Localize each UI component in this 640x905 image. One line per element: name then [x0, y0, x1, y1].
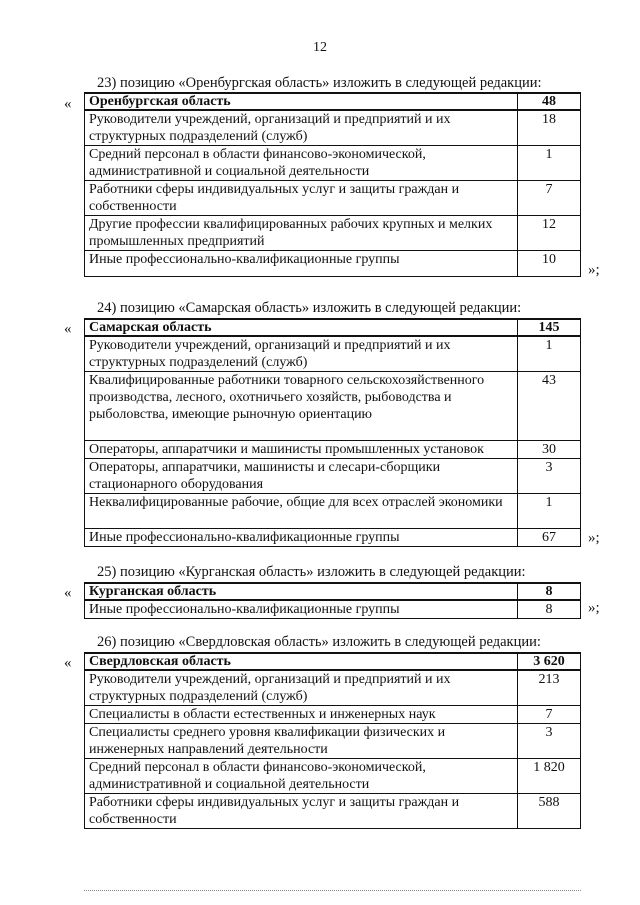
page-bottom-divider	[84, 890, 581, 891]
row-value: 12	[518, 216, 581, 251]
region-name: Курганская область	[85, 583, 518, 600]
region-name: Оренбургская область	[85, 93, 518, 110]
table-header-row	[85, 583, 581, 600]
row-label: Другие профессии квалифицированных рабочих крупных и мелких промышленных предприятий	[85, 216, 518, 251]
row-value: 8	[518, 600, 581, 619]
table-row	[85, 441, 581, 459]
open-quote: «	[64, 655, 72, 671]
row-value: 588	[518, 794, 581, 829]
table-header-row	[85, 653, 581, 670]
section-heading: 23) позицию «Оренбургская область» изложить в следующей редакции:	[97, 75, 542, 91]
table-row	[85, 494, 581, 529]
region-table	[84, 582, 581, 619]
row-value: 7	[518, 706, 581, 724]
region-name: Свердловская область	[85, 653, 518, 670]
table-row	[85, 216, 581, 251]
row-label: Руководители учреждений, организаций и предприятий и их структурных подразделений (служб)	[85, 336, 518, 372]
close-quote: »;	[588, 600, 600, 616]
table-row	[85, 529, 581, 547]
open-quote: «	[64, 585, 72, 601]
row-label: Руководители учреждений, организаций и предприятий и их структурных подразделений (служб)	[85, 110, 518, 146]
section-heading: 25) позицию «Курганская область» изложить в следующей редакции:	[97, 564, 526, 580]
region-table	[84, 318, 581, 547]
table-row	[85, 794, 581, 829]
table-row	[85, 110, 581, 146]
row-label: Квалифицированные работники товарного сельскохозяйственного производства, лесного, охотничьего хозяйств, рыбоводства и рыболовства, имеющие рыночную ориентацию	[85, 372, 518, 441]
row-label: Работники сферы индивидуальных услуг и защиты граждан и собственности	[85, 794, 518, 829]
table-row	[85, 146, 581, 181]
row-label: Специалисты в области естественных и инженерных наук	[85, 706, 518, 724]
row-label: Специалисты среднего уровня квалификации физических и инженерных направлений деятельности	[85, 724, 518, 759]
row-value: 30	[518, 441, 581, 459]
table-row	[85, 372, 581, 441]
region-total: 48	[518, 93, 581, 110]
row-value: 67	[518, 529, 581, 547]
row-label: Иные профессионально-квалификационные группы	[85, 251, 518, 277]
row-label: Неквалифицированные рабочие, общие для всех отраслей экономики	[85, 494, 518, 529]
row-value: 43	[518, 372, 581, 441]
row-value: 1	[518, 336, 581, 372]
table-row	[85, 251, 581, 277]
table-header-row	[85, 93, 581, 110]
row-label: Руководители учреждений, организаций и предприятий и их структурных подразделений (служб)	[85, 670, 518, 706]
row-label: Операторы, аппаратчики, машинисты и слесари-сборщики стационарного оборудования	[85, 459, 518, 494]
row-label: Средний персонал в области финансово-экономической, административной и социальной деятельности	[85, 759, 518, 794]
table-row	[85, 336, 581, 372]
table-row	[85, 459, 581, 494]
row-label: Операторы, аппаратчики и машинисты промышленных установок	[85, 441, 518, 459]
row-value: 3	[518, 724, 581, 759]
table-row	[85, 759, 581, 794]
open-quote: «	[64, 321, 72, 337]
close-quote: »;	[588, 530, 600, 546]
table-row	[85, 670, 581, 706]
close-quote: »;	[588, 262, 600, 278]
row-value: 213	[518, 670, 581, 706]
open-quote: «	[64, 96, 72, 112]
region-total: 8	[518, 583, 581, 600]
row-label: Иные профессионально-квалификационные группы	[85, 600, 518, 619]
table-row	[85, 600, 581, 619]
row-label: Средний персонал в области финансово-экономической, административной и социальной деятельности	[85, 146, 518, 181]
table-header-row	[85, 319, 581, 336]
row-value: 3	[518, 459, 581, 494]
row-value: 1	[518, 146, 581, 181]
row-label: Работники сферы индивидуальных услуг и защиты граждан и собственности	[85, 181, 518, 216]
row-value: 1 820	[518, 759, 581, 794]
region-total: 3 620	[518, 653, 581, 670]
region-table	[84, 652, 581, 829]
row-label: Иные профессионально-квалификационные группы	[85, 529, 518, 547]
table-row	[85, 181, 581, 216]
table-row	[85, 706, 581, 724]
region-table	[84, 92, 581, 277]
region-name: Самарская область	[85, 319, 518, 336]
table-row	[85, 724, 581, 759]
row-value: 10	[518, 251, 581, 277]
section-heading: 26) позицию «Свердловская область» изложить в следующей редакции:	[97, 634, 541, 650]
region-total: 145	[518, 319, 581, 336]
row-value: 1	[518, 494, 581, 529]
row-value: 7	[518, 181, 581, 216]
page-number: 12	[313, 40, 327, 55]
section-heading: 24) позицию «Самарская область» изложить в следующей редакции:	[97, 300, 522, 316]
row-value: 18	[518, 110, 581, 146]
